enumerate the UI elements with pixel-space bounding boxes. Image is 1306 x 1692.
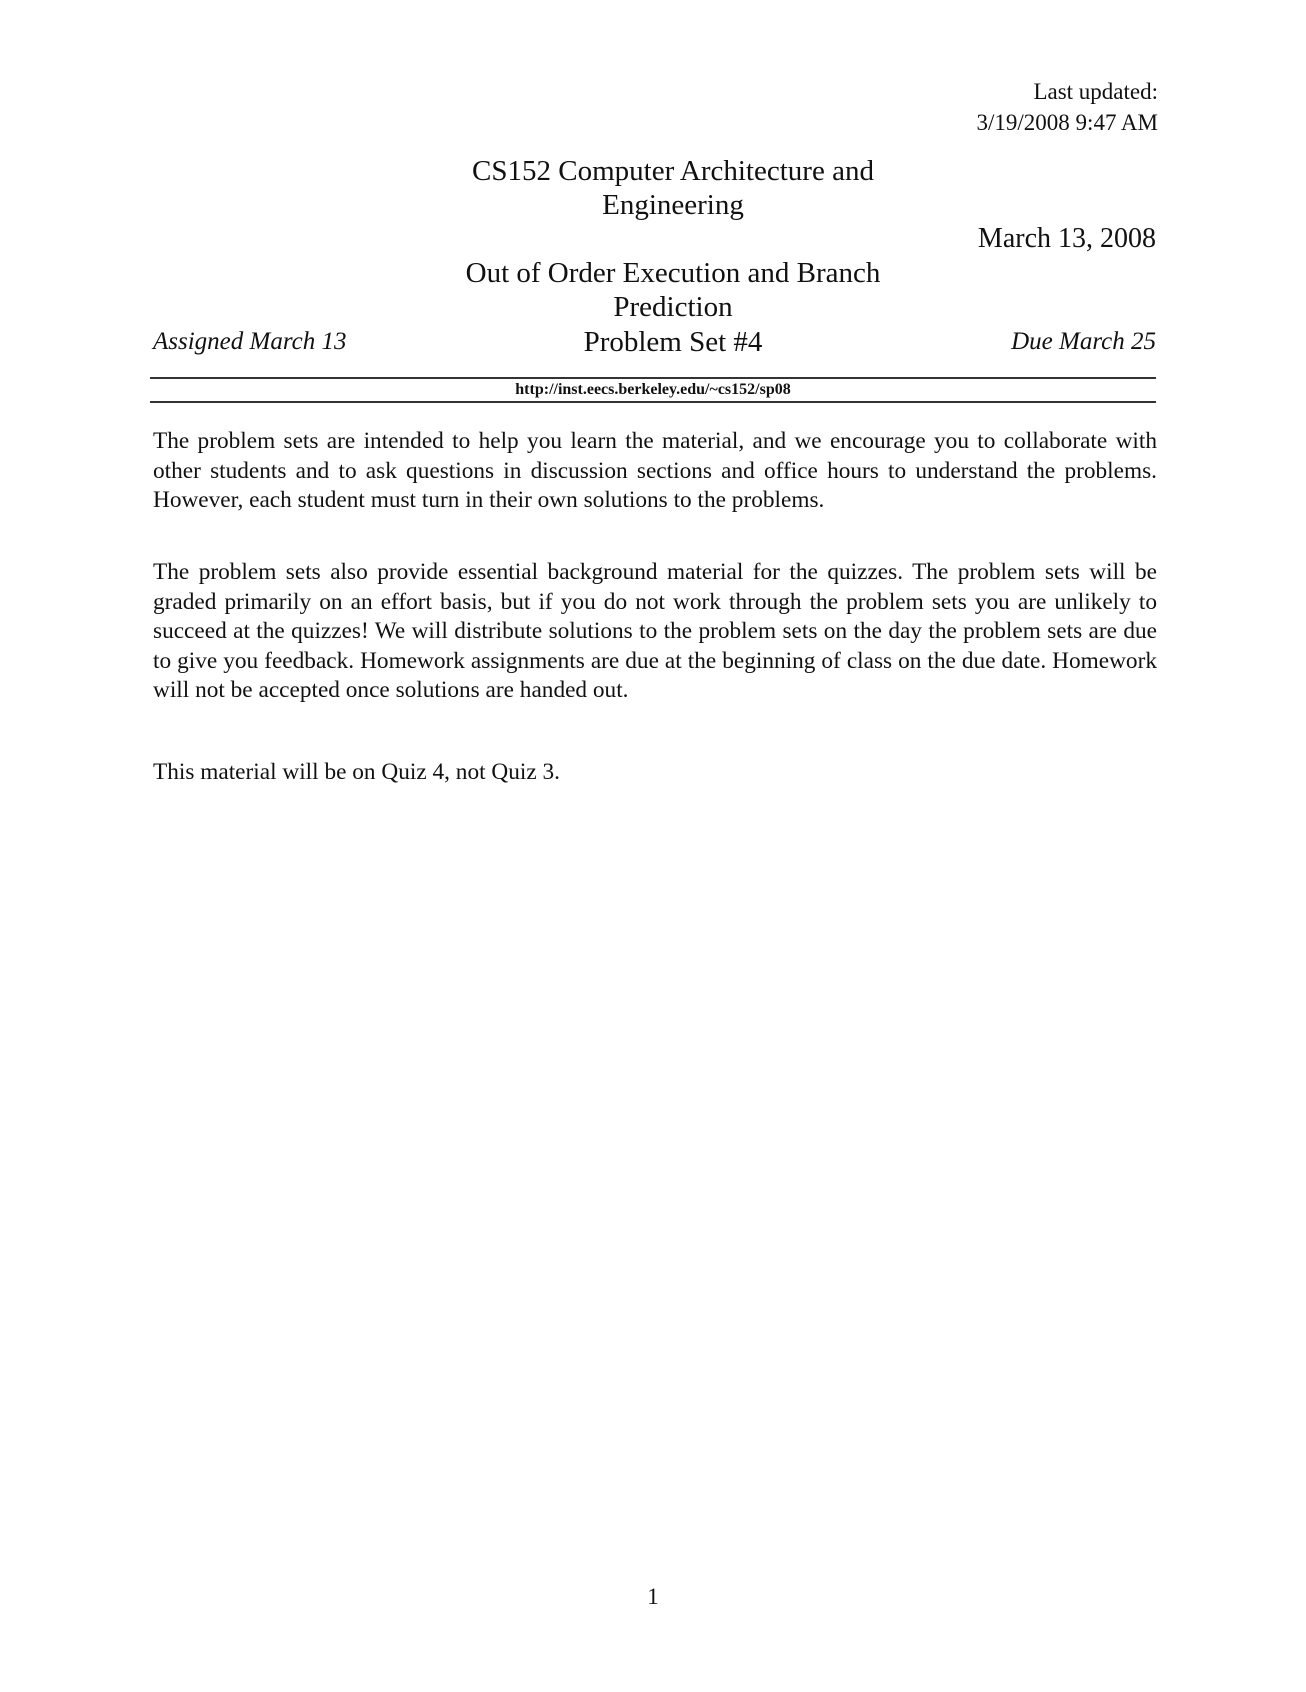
header-rule-top <box>150 377 1156 379</box>
assigned-date: Assigned March 13 <box>153 328 347 355</box>
last-updated-value: 3/19/2008 9:47 AM <box>976 110 1158 135</box>
last-updated-block <box>977 76 1158 138</box>
header-rule-bottom <box>150 401 1156 403</box>
last-updated-label: Last updated: <box>1033 79 1158 104</box>
quiz-note: This material will be on Quiz 4, not Quiz 3. <box>153 759 560 785</box>
page-number: 1 <box>647 1584 659 1609</box>
course-url[interactable]: http://inst.eecs.berkeley.edu/~cs152/sp08 <box>515 381 791 398</box>
intro-paragraph: The problem sets are intended to help you learn the material, and we encourage you to collaborate with other students and to ask questions in discussion sections and office hours to understand the problems. However, each student must turn in their own solutions to the problems. <box>153 428 1157 513</box>
document-date: March 13, 2008 <box>977 223 1156 254</box>
problem-set-topic: Out of Order Execution and Branch Prediction <box>465 257 881 323</box>
grading-paragraph: The problem sets also provide essential background material for the quizzes. The problem sets will be graded primarily on an effort basis, but if you do not work through the problem sets you are unlikely to succeed at the quizzes! We will distribute solutions to the problem sets on the day the problem sets are due to give you feedback. Homework assignments are due at the beginning of class on the due date. Homework will not be accepted once solutions are handed out. <box>153 559 1157 703</box>
course-title: CS152 Computer Architecture and Engineering <box>472 155 874 221</box>
due-date: Due March 25 <box>1011 328 1156 355</box>
problem-set-number: Problem Set #4 <box>583 326 763 358</box>
